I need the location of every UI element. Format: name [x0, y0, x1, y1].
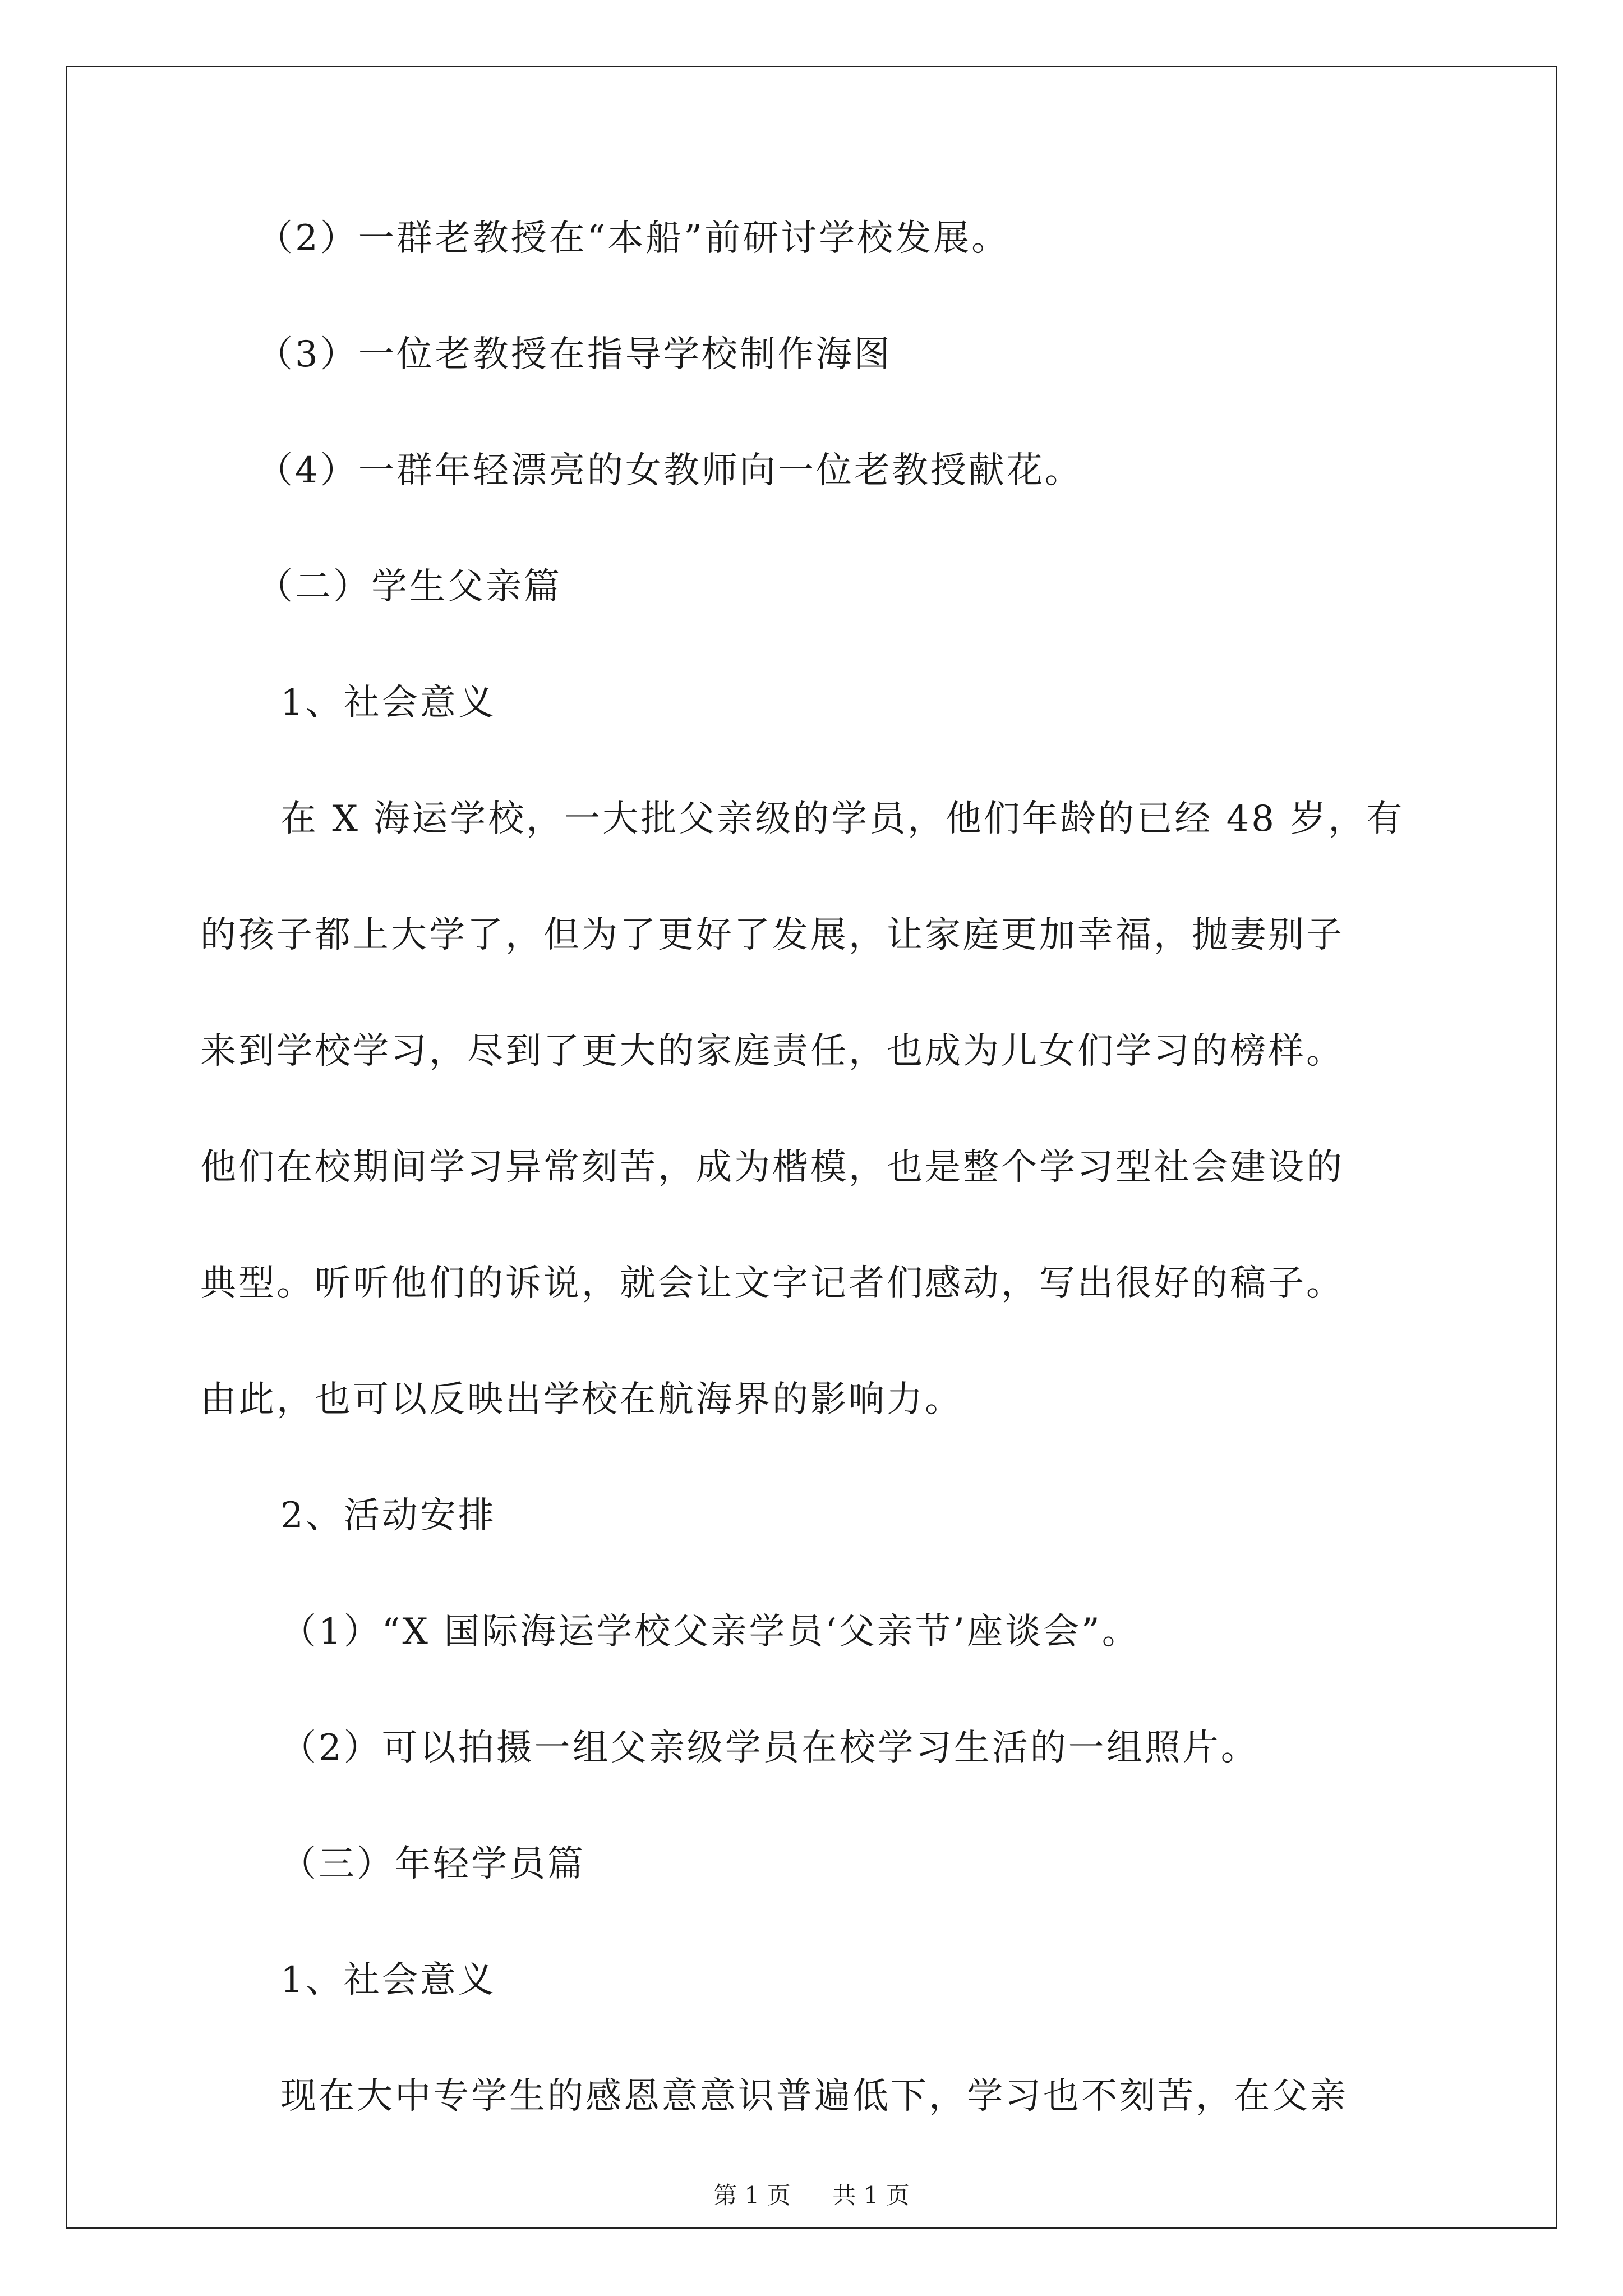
page-total: 共 1 页: [832, 2182, 910, 2209]
page-footer: [0, 2181, 1623, 2210]
subsection-heading: 1、社会意义: [280, 1959, 496, 2001]
section-heading: （三）年轻学员篇: [280, 1843, 585, 1885]
list-item: （3）一位老教授在指导学校制作海图: [257, 334, 892, 375]
paragraph-line: 来到学校学习，尽到了更大的家庭责任，也成为儿女们学习的榜样。: [200, 1030, 1344, 1072]
paragraph-line: 现在大中专学生的感恩意意识普遍低下，学习也不刻苦，在父亲: [280, 2076, 1348, 2117]
subsection-heading: 1、社会意义: [280, 682, 496, 724]
list-item: （4）一群年轻漂亮的女教师向一位老教授献花。: [257, 450, 1083, 491]
page-number: 第 1 页: [713, 2182, 791, 2209]
paragraph-line: 由此，也可以反映出学校在航海界的影响力。: [200, 1379, 963, 1420]
list-item: （2）一群老教授在“本船”前研讨学校发展。: [257, 218, 1010, 259]
list-item: （2）可以拍摄一组父亲级学员在校学习生活的一组照片。: [280, 1727, 1259, 1769]
section-heading: （二）学生父亲篇: [257, 566, 562, 608]
paragraph-line: 他们在校期间学习异常刻苦，成为楷模，也是整个学习型社会建设的: [200, 1147, 1344, 1188]
subsection-heading: 2、活动安排: [280, 1495, 496, 1536]
list-item: （1）“X 国际海运学校父亲学员‘父亲节’座谈会”。: [280, 1611, 1140, 1653]
paragraph-line: 典型。听听他们的诉说，就会让文字记者们感动，写出很好的稿子。: [200, 1263, 1344, 1304]
paragraph-line: 的孩子都上大学了，但为了更好了发展，让家庭更加幸福，抛妻别子: [200, 914, 1344, 956]
paragraph-line: 在 X 海运学校，一大批父亲级的学员，他们年龄的已经 48 岁，有: [280, 798, 1405, 840]
